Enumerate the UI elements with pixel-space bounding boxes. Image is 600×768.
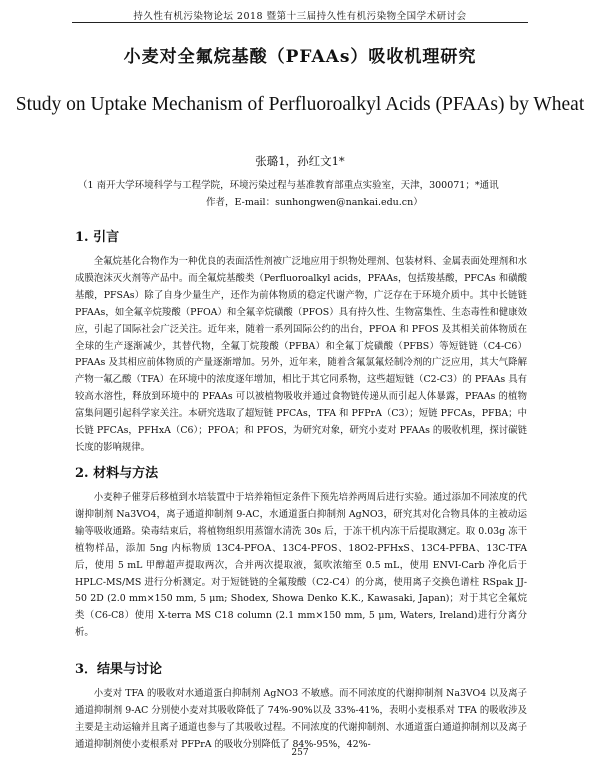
running-header: 持久性有机污染物论坛 2018 暨第十三届持久性有机污染物全国学术研讨会 [133, 11, 467, 22]
affiliation [78, 177, 528, 211]
intro-paragraph: 全氟烷基化合物作为一种优良的表面活性剂被广泛地应用于织物处理剂、包装材料、金属表面处理剂和水成膜泡沫灭火剂等产品中。而全氟烷基酸类（Perfluoroalkyl acids，PFAAs，包括羧基酸，PFCAs 和磺酸基酸，PFSAs）除了自身少量生产，还作为前体物质的稳定代谢产物，广泛存在于环境介质中。其中长链链 PFAAs，如全氟辛烷羧酸（PFOA）和全氟辛烷磺酸（PFOS）具有持久性、生物富集性、生态毒性和健康效应，引起了国际社会广泛关注。近年来，随着一系列国际公约的出台，PFOA 和 PFOS 及其相关前体物质在全球的生产逐渐减少，其替代物，全氟丁烷羧酸（PFBA）和全氟丁烷磺酸（PFBS）等短链链（C4-C6）PFAAs 及其相应前体物质的产量逐渐增加。另外，近年来，随着含氟氯氟烃制冷剂的广泛应用，其大气降解产物一氟乙酸（TFA）在环境中的浓度逐年增加，相比于其它同系物，这些超短链（C2-C3）的 PFAAs 具有较高水溶性，释放到环境中的 PFAAs 可以被植物吸收并通过食物链传递从而引起人体暴露，PFAAs 的植物富集问题引起科学家关注。本研究选取了超短链 PFCAs，TFA 和 PFPrA（C3）；短链 PFCAs，PFBA；中长链 PFCAs，PFHxA（C6）；PFOA；和 PFOS，为研究对象，研究小麦对 PFAAs 的吸收机理，探讨碳链长度的影响规律。 [75, 256, 527, 453]
title-english: Study on Uptake Mechanism of Perfluoroalkyl Acids (PFAAs) by Wheat [15, 94, 585, 115]
section-heading-results: 3．结果与讨论 [75, 662, 163, 677]
results-paragraph: 小麦对 TFA 的吸收对水通道蛋白抑制剂 AgNO3 不敏感。而不同浓度的代谢抑制剂 Na3VO4 以及离子通道抑制剂 9-AC 分别使小麦对其吸收降低了 74%-90%以及 33%-41%，表明小麦根系对 TFA 的吸收涉及主要是主动运输并且离子通道也参与了其吸收过程。不同浓度的代谢抑制剂、水通道蛋白通道抑制剂以及离子通道抑制剂使小麦根系对 PFPrA 的吸收分别降低了 84%-95%，42%- [75, 688, 527, 750]
affiliation-line-2: 作者，E-mail：sunhongwen@nankai.edu.cn） [206, 197, 423, 208]
page-number: 257 [291, 748, 309, 758]
section-heading-methods: 2. 材料与方法 [75, 466, 159, 481]
affiliation-line-1: （1 南开大学环境科学与工程学院，环境污染过程与基准教育部重点实验室，天津，300071；*通讯 [78, 180, 499, 191]
methods-paragraph: 小麦种子催芽后移植到水培装置中于培养箱恒定条件下预先培养两周后进行实验。通过添加不同浓度的代谢抑制剂 Na3VO4，离子通道抑制剂 9-AC，水通道蛋白抑制剂 AgNO3，研究其对化合物具体的主被动运输等吸收通路。染毒结束后，将植物组织用蒸馏水清洗 30s 后，于冻干机内冻干后提取测定。取 0.03g 冻干植物样品，添加 5ng 内标物质 13C4-PFOA、13C4-PFOS、18O2-PFHxS、13C4-PFBA、13C-TFA 后，使用 5 mL 甲醇超声提取两次，合并两次提取液，氮吹浓缩至 0.5 mL，使用 ENVI-Carb 净化后于 HPLC-MS/MS 进行分析测定。对于短链链的全氟羧酸（C2-C4）的分离，使用离子交换色谱柱 RSpak JJ-50 2D (2.0 mm×150 mm, 5 μm; Shodex, Showa Denko K.K., Kawasaki, Japan)；对于其它全氟烷类（C6-C8）使用 X-terra MS C18 column (2.1 mm×150 mm, 5 μm, Waters, Ireland)进行分离分析。 [75, 492, 527, 639]
title-chinese: 小麦对全氟烷基酸（PFAAs）吸收机理研究 [123, 47, 477, 67]
section-heading-intro: 1. 引言 [75, 230, 120, 245]
authors: 张璐1，孙红文1* [255, 154, 345, 168]
header-divider [72, 22, 528, 23]
